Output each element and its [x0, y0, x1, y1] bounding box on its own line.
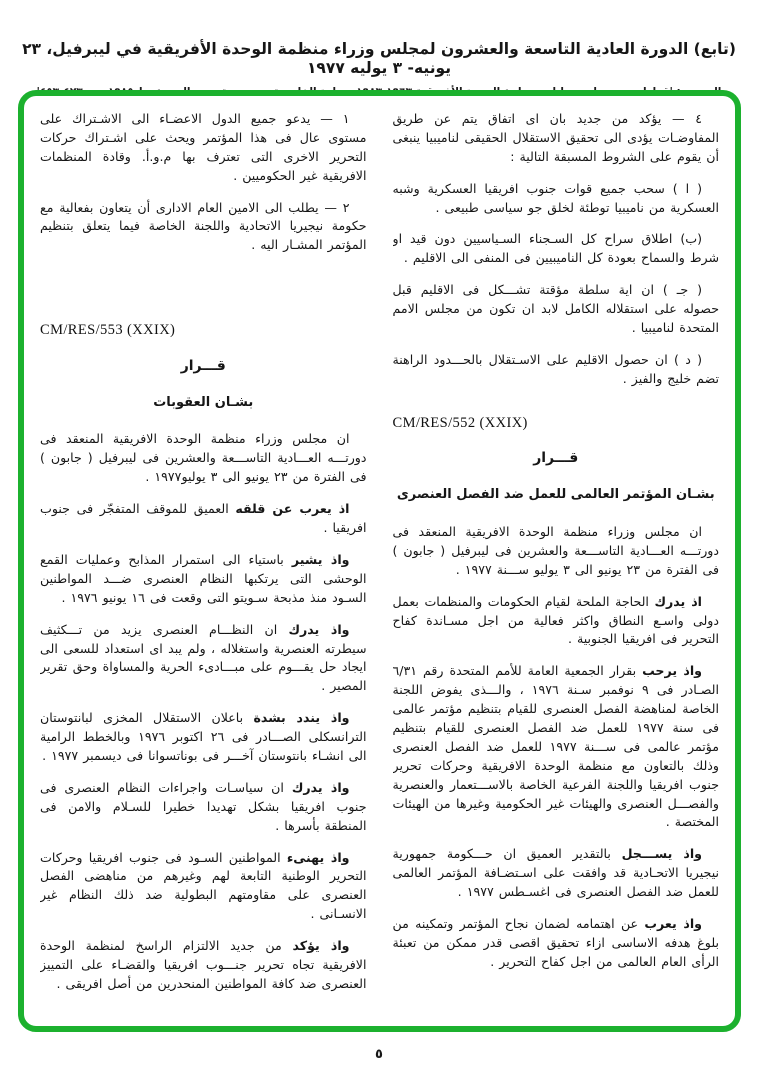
resolution-code: CM/RES/552 (XXIX)	[392, 414, 528, 431]
column-right	[393, 110, 720, 1016]
paragraph-lead: اذ يعرب عن قلقه	[235, 501, 350, 517]
resolution-subject: بشـان المؤتمر العالمى للعمل ضد الفصل العنصرى	[396, 487, 715, 503]
document-title: (تابع) الدورة العادية التاسعة والعشرون لمجلس وزراء منظمة الوحدة الأفريقية في ليبرفيل، ٢٣ يونيه- ٣ يوليه ١٩٧٧	[22, 40, 736, 78]
paragraph: ١ — يدعو جميع الدول الاعضـاء الى الاشـتراك على مستوى عال فى هذا المؤتمر ويحث على اشـتراك حركات التحرير الاخرى التى تعترف بها م.و.أ. وقادة المنظمات الافريقية غير الحكوميين .	[40, 111, 367, 183]
text-columns	[40, 110, 719, 1016]
paragraph: ( جـ ) ان اية سلطة مؤقتة تشـــكل فى الاقليم قبل حصوله على استقلاله الكامل لابد ان تكون من مجلس الامم المتحدة لناميبيا .	[392, 282, 719, 336]
paragraph-lead: واذ يندد بشدة	[253, 710, 350, 726]
paragraph: اذ يعرب عن قلقه العميق للموقف المتفجّر فى جنوب افريقيا .	[40, 501, 367, 536]
paragraph: ( د ) ان حصول الاقليم على الاسـتقلال بالحـــدود الراهنة تضم خليج والفيز .	[392, 351, 719, 386]
paragraph-lead: واذ يعرب	[644, 915, 702, 931]
paragraph-lead: واذ يســـجل	[621, 846, 702, 862]
paragraph: واذ يرحب بقرار الجمعية العامة للأمم المتحدة رقم ٦/٣١ الصـادر فى ٩ نوفمبر سـنة ١٩٧٦ ، والـــذى يفوض اللجنة الخاصة لمناهضة الفصل العنصرى للقيام بتنظيم مؤتمر عالمى فى سنة ١٩٧٧ للعمل ضد الفصل العنصرى للقيام بتنظيم مؤتمر عالمى فى ســـنة ١٩٧٧ للعمل ضد الفصل العنصرى وذلك بالتعاون مع منظمة الوحدة الافريقية وحركات تحرير جنوب افريقيا واللجنة الفرعية الخاصة بالاســـتعمار والعنصرية والفصـــل العنصرى والهيئات غير الحكومية وغيرها من الهيئات المختصة .	[392, 663, 719, 830]
paragraph: ان مجلس وزراء منظمة الوحدة الافريقية المنعقد فى دورتـــه العـــادية التاســـعة والعشرين فى ليبرفيل ( جابون ) فى الفترة من ٢٣ يونيو الى ٣ يوليو ســـنة ١٩٧٧ .	[392, 523, 719, 577]
paragraph: واذ يندد بشدة باعلان الاستقلال المخزى لبانتوستان الترانسكلى الصـــادر فى ٢٦ اكتوبر ١٩٧٦ وبالخطط الرامية الى انشـاء بانتوستان آخـــر فى بوناتسوانا فى ديسمبر ١٩٧٧ .	[40, 710, 367, 763]
paragraph-lead: واذ يؤكد	[292, 938, 350, 954]
paragraph: واذ يدرك ان النظـــام العنصرى يزيد من تـــكثيف سيطرته العنصرية واستغلاله ، ولم يبد اى استعداد للسعى الى ايجاد حل يقـــوم على مبـــادىء الحرية والمساواة وحق تقرير المصير .	[40, 621, 367, 694]
resolution-subject: بشـان العقوبات	[153, 394, 254, 410]
paragraph: ان مجلس وزراء منظمة الوحدة الافريقية المنعقد فى دورتـــه العـــادية التاســـعة والعشرين فى ليبرفيل ( جابون ) فى الفترة من ٢٣ يونيو الى ٣ يوليو١٩٧٧ .	[40, 431, 367, 485]
paragraph: ( ا ) سحب جميع قوات جنوب افريقيا العسكرية وشبه العسكرية من ناميبيا توطئة لخلق جو سياسى طبيعى .	[392, 180, 719, 215]
page-header	[0, 0, 758, 98]
paragraph-lead: واذ يدرك	[288, 621, 350, 637]
paragraph-lead: واذ يشير	[291, 551, 350, 567]
column-left	[40, 110, 367, 1016]
paragraph-lead: اذ يدرك	[654, 593, 702, 609]
resolution-code: CM/RES/553 (XXIX)	[40, 322, 176, 339]
page-number: ٥	[375, 1047, 383, 1062]
paragraph: واذ يؤكد من جديد الالتزام الراسخ لمنظمة الوحدة الافريقية تجاه تحرير جنـــوب افريقيا والقضـاء على التمييز العنصرى ضد كافة المواطنين المنحدرين من أصل افريقى .	[40, 938, 367, 991]
paragraph-lead: واذ يهنىء	[286, 849, 350, 865]
paragraph: واذ يعرب عن اهتمامه لضمان نجاح المؤتمر وتمكينه من بلوغ هدفه الاساسى ازاء تحقيق اقصى قدر ممكن من تعبئة الرأى العام العالمى من اجل كفاح التحرير .	[392, 915, 719, 969]
document-frame	[18, 90, 741, 1032]
paragraph: ٢ — يطلب الى الامين العام الادارى أن يتعاون بفعالية مع حكومة نيجيريا الاتحادية واللجنة الخاصة فيما يتعلق بتنظيم المؤتمر المشـار اليه .	[40, 199, 367, 253]
paragraph: ٤ — يؤكد من جديد بان اى اتفاق يتم عن طريق المفاوضـات يؤدى الى تحقيق الاستقلال الحقيقى لناميبيا ينبغى أن يقوم على الشروط المسبقة التالية :	[392, 111, 719, 164]
paragraph-lead: واذ يدرك	[291, 779, 350, 795]
paragraph: اذ يدرك الحاجة الملحة لقيام الحكومات والمنظمات بعمل دولى واسـع النطاق واكثر فعالية من اجل مسـاندة كفاح التحرير فى افريقيا الجنوبية .	[392, 593, 719, 647]
paragraph: واذ يســـجل بالتقدير العميق ان حـــكومة جمهورية نيجيريا الاتحـادية قد وافقت على اسـتضـافة المؤتمر العالمى للعمل ضد الفصل العنصرى فى اغسـطس ١٩٧٧ .	[392, 846, 719, 900]
paragraph: واذ يهنىء المواطنين السـود فى جنوب افريقيا وحركات التحرير الوطنية التابعة لهم وغيرهم من مناهضى الفصل العنصرى على مقاومتهم البطولية ضد ذلك النظام غير الانسـانى .	[40, 849, 367, 922]
resolution-title: قـــرار	[533, 450, 579, 467]
spacer	[40, 268, 367, 296]
paragraph-lead: واذ يرحب	[642, 663, 703, 679]
resolution-title: قـــرار	[180, 357, 226, 374]
paragraph: (ب) اطلاق سراح كل السـجناء السـياسيين دون قيد او شرط والسماح بعودة كل الناميبيين فى المنفى الى الاقليم .	[392, 231, 719, 266]
paragraph: واذ يشير باستياء الى استمرار المذابح وعمليات القمع الوحشى التى يرتكبها النظام العنصرى ضـــد المواطنين السـود منذ مذبحة سـويتو التى وقعت فى ١٦ يونيو ١٩٧٦ .	[40, 551, 367, 605]
paragraph: واذ يدرك ان سياسـات واجراءات النظام العنصرى فى جنوب افريقيا بشكل تهديدا خطيرا للسـلام والامن فى المنطقة بأسرها .	[40, 779, 367, 833]
